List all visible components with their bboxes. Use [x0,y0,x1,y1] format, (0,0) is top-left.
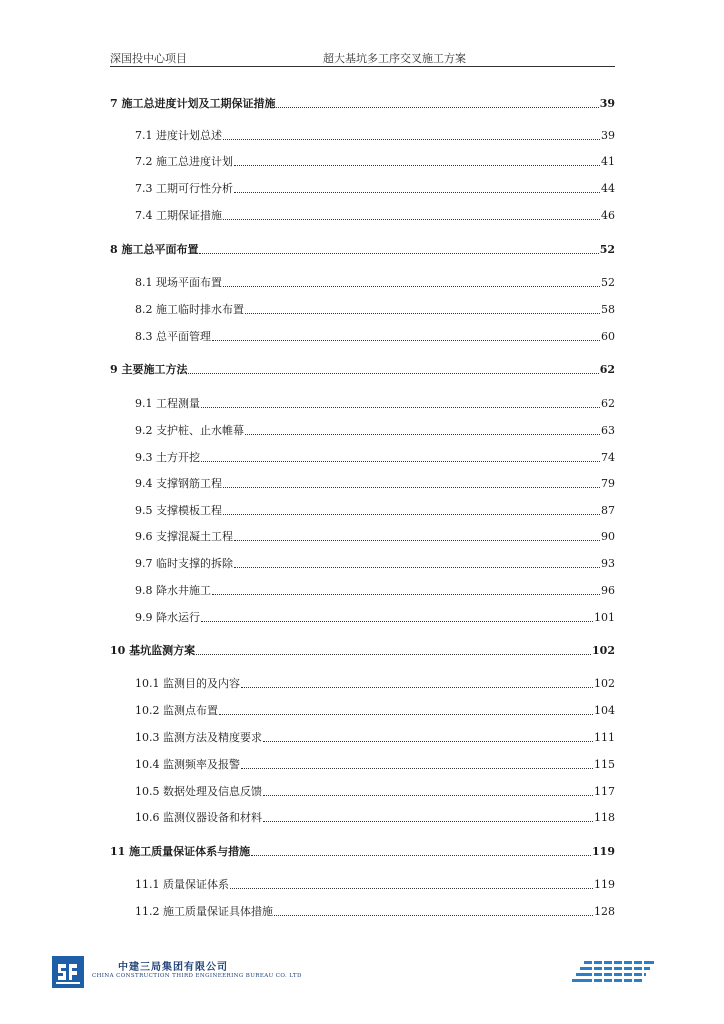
toc-leader-dots [245,313,600,314]
toc-leader-dots [274,915,593,916]
toc-entry-title: 10.1 监测目的及内容 [135,677,240,690]
toc-entry-title: 9.1 工程测量 [135,397,200,410]
toc-section-entry[interactable] [135,676,615,692]
toc-entry-title: 10.3 监测方法及精度要求 [135,731,262,744]
toc-entry-page-number: 74 [601,451,615,464]
toc-entry-page-number: 128 [594,905,615,918]
company-logo-icon [52,956,84,988]
toc-chapter-entry[interactable] [110,96,615,112]
toc-entry-title: 9.4 支撑钢筋工程 [135,477,222,490]
toc-section-entry[interactable] [135,730,615,746]
toc-section-entry[interactable] [135,208,615,224]
toc-entry-page-number: 52 [599,243,615,256]
toc-entry-title: 9.8 降水井施工 [135,584,211,597]
toc-leader-dots [223,219,600,220]
toc-entry-page-number: 39 [601,129,615,142]
toc-chapter-entry[interactable] [110,844,615,860]
toc-entry-title: 9.2 支护桩、止水帷幕 [135,424,244,437]
toc-section-entry[interactable] [135,450,615,466]
toc-section-entry[interactable] [135,128,615,144]
toc-leader-dots [263,741,593,742]
toc-entry-title: 7 施工总进度计划及工期保证措施 [110,97,276,110]
toc-entry-page-number: 44 [601,182,615,195]
toc-leader-dots [201,621,593,622]
toc-entry-page-number: 52 [601,276,615,289]
toc-entry-page-number: 96 [601,584,615,597]
toc-entry-title: 9 主要施工方法 [110,363,188,376]
toc-leader-dots [234,192,600,193]
toc-section-entry[interactable] [135,302,615,318]
toc-entry-title: 11 施工质量保证体系与措施 [110,845,251,858]
toc-chapter-entry[interactable] [110,242,615,258]
toc-entry-page-number: 104 [594,704,615,717]
page-header [110,50,615,67]
toc-section-entry[interactable] [135,476,615,492]
toc-entry-page-number: 119 [592,845,615,858]
header-document-title: 超大基坑多工序交叉施工方案 [323,52,466,65]
bureau-emblem-icon [570,959,658,987]
page-footer [52,956,662,996]
toc-entry-page-number: 101 [594,611,615,624]
toc-section-entry[interactable] [135,275,615,291]
toc-leader-dots [241,687,593,688]
toc-entry-page-number: 63 [601,424,615,437]
toc-leader-dots [263,821,593,822]
toc-leader-dots [199,253,598,254]
toc-leader-dots [241,768,593,769]
toc-chapter-entry[interactable] [110,643,615,659]
toc-entry-page-number: 39 [599,97,615,110]
toc-entry-title: 7.4 工期保证措施 [135,209,222,222]
toc-entry-title: 7.2 施工总进度计划 [135,155,233,168]
toc-section-entry[interactable] [135,610,615,626]
toc-leader-dots [196,654,591,655]
toc-entry-page-number: 60 [601,330,615,343]
toc-chapter-entry[interactable] [110,362,615,378]
toc-leader-dots [188,373,598,374]
toc-section-entry[interactable] [135,877,615,893]
toc-section-entry[interactable] [135,329,615,345]
toc-leader-dots [223,487,600,488]
toc-entry-page-number: 93 [601,557,615,570]
toc-entry-title: 9.9 降水运行 [135,611,200,624]
toc-entry-page-number: 87 [601,504,615,517]
toc-section-entry[interactable] [135,529,615,545]
toc-section-entry[interactable] [135,423,615,439]
toc-entry-title: 7.1 进度计划总述 [135,129,222,142]
toc-section-entry[interactable] [135,503,615,519]
toc-entry-title: 10.5 数据处理及信息反馈 [135,785,262,798]
header-project-name: 深国投中心项目 [110,52,187,65]
toc-leader-dots [212,594,600,595]
toc-section-entry[interactable] [135,556,615,572]
toc-entry-page-number: 118 [594,811,615,824]
toc-entry-title: 10.4 监测频率及报警 [135,758,240,771]
toc-leader-dots [234,165,600,166]
toc-entry-page-number: 58 [601,303,615,316]
toc-entry-page-number: 102 [594,677,615,690]
toc-entry-page-number: 90 [601,530,615,543]
toc-entry-title: 11.1 质量保证体系 [135,878,229,891]
toc-section-entry[interactable] [135,784,615,800]
toc-entry-title: 8.1 现场平面布置 [135,276,222,289]
toc-leader-dots [223,139,600,140]
toc-section-entry[interactable] [135,810,615,826]
toc-entry-title: 9.6 支撑混凝土工程 [135,530,233,543]
toc-entry-page-number: 79 [601,477,615,490]
company-name-english: CHINA CONSTRUCTION THIRD ENGINEERING BUREAU CO. LTD [92,973,302,979]
toc-leader-dots [230,888,593,889]
toc-leader-dots [263,795,593,796]
toc-leader-dots [219,714,593,715]
toc-leader-dots [234,540,600,541]
toc-leader-dots [234,567,600,568]
toc-section-entry[interactable] [135,396,615,412]
toc-leader-dots [212,340,600,341]
toc-entry-title: 11.2 施工质量保证具体措施 [135,905,273,918]
toc-entry-page-number: 117 [594,785,615,798]
toc-entry-page-number: 102 [592,644,615,657]
toc-entry-title: 10.2 监测点布置 [135,704,218,717]
toc-section-entry[interactable] [135,703,615,719]
toc-section-entry[interactable] [135,583,615,599]
toc-entry-title: 8.3 总平面管理 [135,330,211,343]
toc-section-entry[interactable] [135,904,615,920]
company-name-chinese: 中建三局集团有限公司 [118,962,228,973]
toc-entry-page-number: 115 [594,758,615,771]
toc-section-entry[interactable] [135,757,615,773]
toc-entry-page-number: 111 [594,731,615,744]
toc-entry-title: 10.6 监测仪器设备和材料 [135,811,262,824]
toc-leader-dots [276,107,598,108]
toc-leader-dots [223,286,600,287]
toc-entry-page-number: 41 [601,155,615,168]
toc-entry-page-number: 62 [601,397,615,410]
toc-leader-dots [245,434,600,435]
toc-entry-page-number: 119 [594,878,615,891]
toc-leader-dots [201,461,600,462]
toc-entry-title: 9.7 临时支撑的拆除 [135,557,233,570]
toc-entry-title: 8.2 施工临时排水布置 [135,303,244,316]
toc-entry-title: 9.3 土方开挖 [135,451,200,464]
toc-entry-title: 7.3 工期可行性分析 [135,182,233,195]
toc-entry-page-number: 46 [601,209,615,222]
toc-leader-dots [251,855,591,856]
toc-section-entry[interactable] [135,181,615,197]
toc-leader-dots [201,407,600,408]
toc-entry-title: 9.5 支撑模板工程 [135,504,222,517]
toc-leader-dots [223,514,600,515]
toc-section-entry[interactable] [135,154,615,170]
toc-entry-title: 10 基坑监测方案 [110,644,196,657]
toc-entry-title: 8 施工总平面布置 [110,243,199,256]
toc-entry-page-number: 62 [599,363,615,376]
